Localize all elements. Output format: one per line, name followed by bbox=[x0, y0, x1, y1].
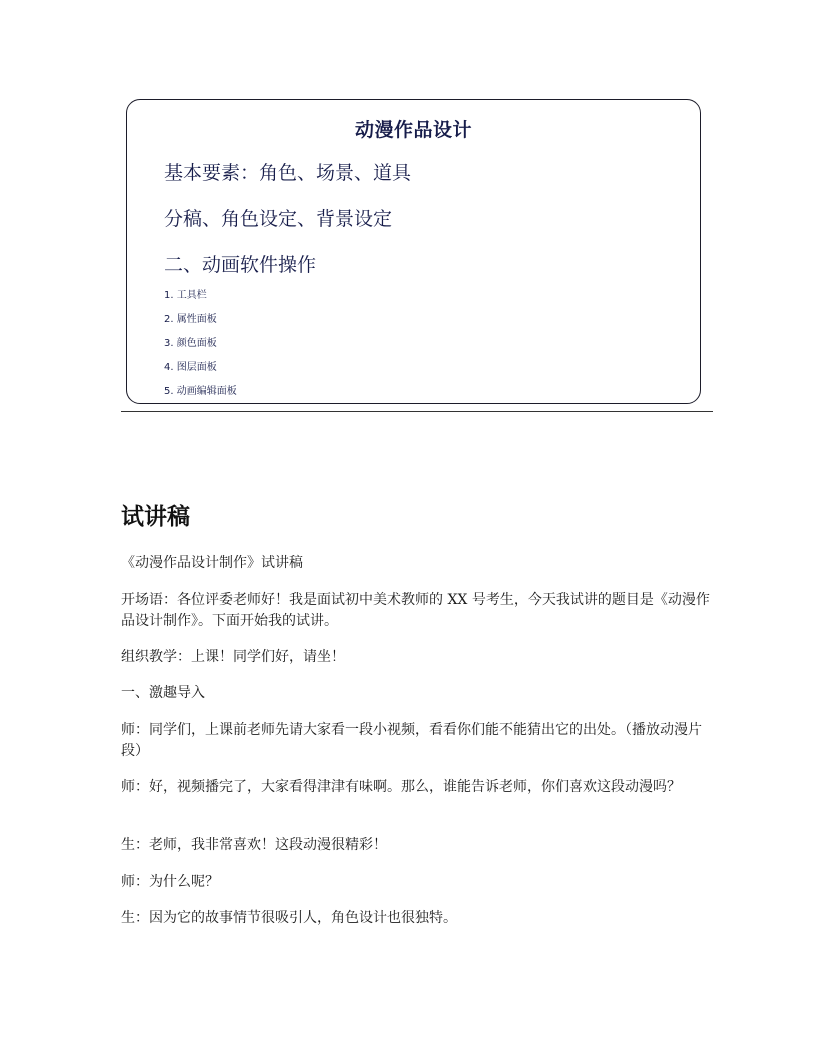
section-heading: 试讲稿 bbox=[121, 503, 190, 530]
board-line-software: 二、动画软件操作 bbox=[164, 254, 317, 276]
list-item: 2. 属性面板 bbox=[164, 314, 217, 325]
horizontal-divider bbox=[121, 411, 713, 412]
board-list bbox=[164, 289, 237, 409]
paragraph-opening: 开场语：各位评委老师好！我是面试初中美术教师的 XX 号考生，今天我试讲的题目是《动漫作品设计制作》。下面开始我的试讲。 bbox=[121, 592, 710, 629]
paragraph-section-one: 一、激趣导入 bbox=[121, 685, 205, 701]
board-line-settings: 分稿、角色设定、背景设定 bbox=[164, 208, 393, 230]
list-item: 5. 动画编辑面板 bbox=[164, 386, 237, 397]
list-item: 1. 工具栏 bbox=[164, 290, 207, 301]
paragraph-teacher-2: 师：好，视频播完了，大家看得津津有味啊。那么，谁能告诉老师，你们喜欢这段动漫吗？ bbox=[121, 779, 681, 795]
blackboard-design bbox=[126, 99, 701, 404]
paragraph-student-2: 生：因为它的故事情节很吸引人，角色设计也很独特。 bbox=[121, 910, 457, 926]
paragraph-title: 《动漫作品设计制作》试讲稿 bbox=[121, 555, 303, 571]
paragraph-teacher-1: 师：同学们，上课前老师先请大家看一段小视频，看看你们能不能猜出它的出处。（播放动漫片段） bbox=[121, 722, 702, 759]
board-title: 动漫作品设计 bbox=[354, 119, 472, 141]
list-item: 4. 图层面板 bbox=[164, 362, 217, 373]
list-item: 3. 颜色面板 bbox=[164, 338, 217, 349]
paragraph-student-1: 生：老师，我非常喜欢！这段动漫很精彩！ bbox=[121, 837, 387, 853]
board-line-elements: 基本要素：角色、场景、道具 bbox=[164, 162, 412, 184]
paragraph-teacher-3: 师：为什么呢？ bbox=[121, 874, 219, 890]
paragraph-organize: 组织教学：上课！同学们好，请坐！ bbox=[121, 649, 345, 665]
